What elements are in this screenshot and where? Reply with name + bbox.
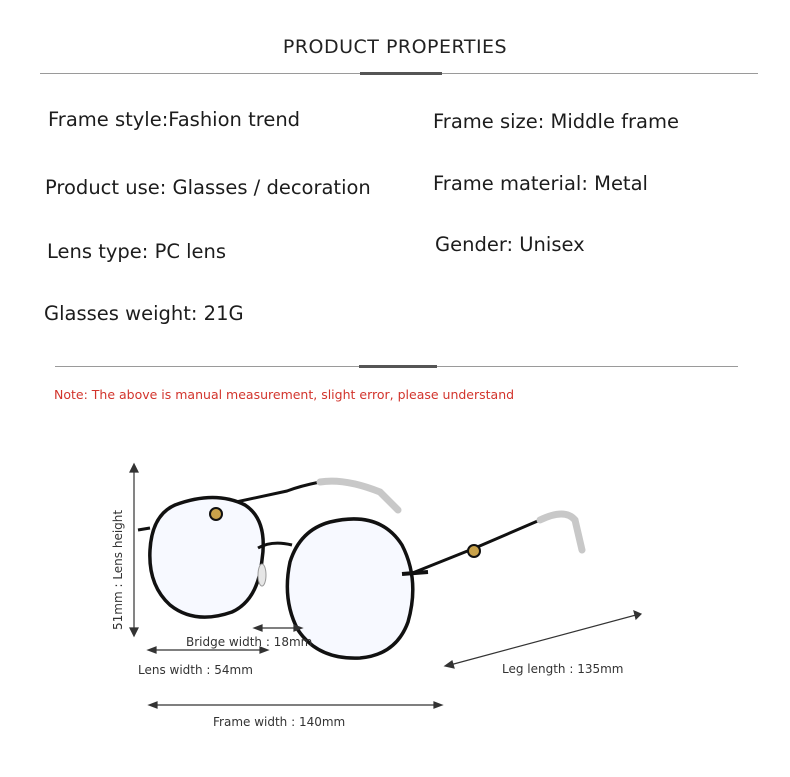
left-lens (138, 498, 263, 618)
nose-pad-left (258, 564, 266, 586)
property-lens-type: Lens type: PC lens (47, 240, 227, 263)
property-glasses-weight: Glasses weight: 21G (44, 302, 244, 325)
label-leg-length: Leg length : 135mm (502, 662, 624, 676)
property-frame-material: Frame material: Metal (433, 172, 648, 195)
measurement-note: Note: The above is manual measurement, slight error, please understand (54, 387, 515, 402)
label-lens-height: 51mm : Lens height (111, 509, 125, 630)
property-gender: Gender: Unisex (435, 233, 585, 256)
label-bridge-width: Bridge width : 18mm (186, 635, 313, 649)
label-lens-width: Lens width : 54mm (138, 663, 253, 677)
property-frame-size: Frame size: Middle frame (433, 110, 679, 133)
property-product-use: Product use: Glasses / decoration (45, 176, 371, 199)
section-title: PRODUCT PROPERTIES (282, 36, 508, 58)
hinge-ornament-left (210, 508, 222, 520)
hinge-ornament-right (468, 545, 480, 557)
property-frame-style: Frame style:Fashion trend (48, 108, 301, 131)
label-frame-width: Frame width : 140mm (213, 715, 346, 729)
